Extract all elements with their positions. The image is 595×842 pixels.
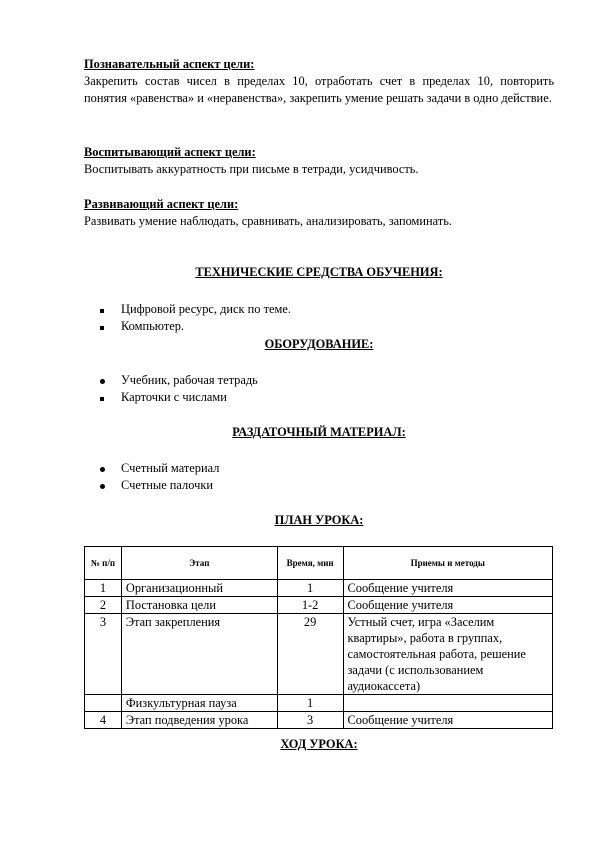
- header-stage: Этап: [121, 547, 277, 580]
- row-stage: Постановка цели: [121, 597, 277, 614]
- row-methods: Сообщение учителя: [343, 597, 553, 614]
- developing-aspect-section: [84, 196, 554, 230]
- educational-aspect-text: Воспитывать аккуратность при письме в тетради, усидчивость.: [84, 162, 419, 176]
- table-row: [85, 580, 553, 597]
- tech-list: [100, 301, 291, 335]
- row-stage: Этап подведения урока: [121, 712, 277, 729]
- educational-aspect-section: [84, 144, 554, 178]
- round-bullet-icon: [100, 460, 105, 477]
- row-time: 3: [277, 712, 343, 729]
- list-item: Учебник, рабочая тетрадь: [100, 372, 258, 389]
- round-bullet-icon: [100, 372, 105, 389]
- row-time: 1: [277, 580, 343, 597]
- handout-heading: РАЗДАТОЧНЫЙ МАТЕРИАЛ:: [232, 425, 406, 439]
- row-num: 2: [85, 597, 122, 614]
- cognitive-aspect-section: [84, 56, 554, 107]
- row-methods: Сообщение учителя: [343, 712, 553, 729]
- list-item: Счетные палочки: [100, 477, 219, 494]
- cognitive-aspect-text: Закрепить состав чисел в пределах 10, отработать счет в пределах 10, повторить понятия «равенства» и «неравенства», закрепить умение решать задачи в одно действие.: [84, 74, 554, 105]
- list-item: Счетный материал: [100, 460, 219, 477]
- equipment-list: [100, 372, 258, 406]
- handout-list: [100, 460, 219, 494]
- row-num: 1: [85, 580, 122, 597]
- row-time: 1-2: [277, 597, 343, 614]
- square-bullet-icon: [100, 389, 104, 406]
- row-methods: Устный счет, игра «Заселим квартиры», работа в группах, самостоятельная работа, решение задачи (с использованием аудиокассета): [343, 614, 553, 695]
- row-num: [85, 695, 122, 712]
- round-bullet-icon: [100, 477, 105, 494]
- educational-aspect-label: Воспитывающий аспект цели:: [84, 145, 256, 159]
- equipment-heading: ОБОРУДОВАНИЕ:: [264, 337, 374, 351]
- plan-heading: ПЛАН УРОКА:: [274, 513, 364, 527]
- header-num: № п/п: [85, 547, 122, 580]
- header-time: Время, мин: [277, 547, 343, 580]
- list-item: Компьютер.: [100, 318, 291, 335]
- table-row: [85, 614, 553, 695]
- table-header-row: [85, 547, 553, 580]
- row-methods: [343, 695, 553, 712]
- row-stage: Физкультурная пауза: [121, 695, 277, 712]
- developing-aspect-text: Развивать умение наблюдать, сравнивать, анализировать, запоминать.: [84, 214, 453, 228]
- developing-aspect-label: Развивающий аспект цели:: [84, 197, 239, 211]
- list-item: Карточки с числами: [100, 389, 258, 406]
- table-row: [85, 695, 553, 712]
- square-bullet-icon: [100, 301, 104, 318]
- row-num: 4: [85, 712, 122, 729]
- plan-table: [84, 546, 553, 729]
- row-num: 3: [85, 614, 122, 695]
- tech-heading: ТЕХНИЧЕСКИЕ СРЕДСТВА ОБУЧЕНИЯ:: [195, 265, 443, 279]
- square-bullet-icon: [100, 318, 104, 335]
- row-time: 1: [277, 695, 343, 712]
- row-time: 29: [277, 614, 343, 695]
- lesson-heading: ХОД УРОКА:: [280, 737, 358, 751]
- table-row: [85, 597, 553, 614]
- header-methods: Приемы и методы: [343, 547, 553, 580]
- cognitive-aspect-label: Познавательный аспект цели:: [84, 57, 255, 71]
- row-methods: Сообщение учителя: [343, 580, 553, 597]
- table-row: [85, 712, 553, 729]
- row-stage: Организационный: [121, 580, 277, 597]
- list-item: Цифровой ресурс, диск по теме.: [100, 301, 291, 318]
- row-stage: Этап закрепления: [121, 614, 277, 695]
